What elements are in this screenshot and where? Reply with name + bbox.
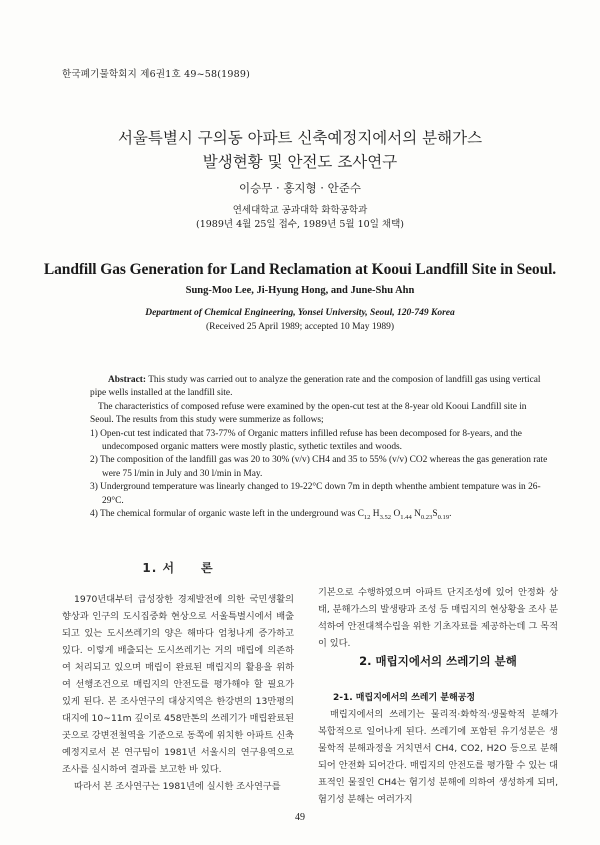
english-affiliation-dates: (Received 25 April 1989; accepted 10 May 1989) xyxy=(205,322,395,332)
korean-authors: 이승무 · 홍지형 · 안준수 xyxy=(239,181,361,195)
english-affiliation xyxy=(0,306,600,334)
section-1-paragraph-2: 따라서 본 조사연구는 1981년에 실시한 조사연구를 xyxy=(74,781,281,792)
korean-title-line-1: 서울특별시 구의동 아파트 신축예정지에서의 분해가스 xyxy=(117,129,483,147)
abstract-item-4-text: 4) The chemical formular of organic waste left in the underground was C xyxy=(90,509,364,520)
formula-o: O xyxy=(393,509,401,520)
korean-affiliation-dates: (1989년 4월 25일 접수, 1989년 5월 10일 채택) xyxy=(196,219,404,230)
right-column xyxy=(318,584,558,652)
korean-affiliation-org: 연세대학교 공과대학 화학공학과 xyxy=(232,205,368,216)
abstract-p1-text: This study was carried out to analyze the generation rate and the composion of landfill gas using vertical pipe wells installed at the landfill site. xyxy=(90,375,541,399)
formula-s-sub: 0.19 xyxy=(437,513,450,521)
english-authors: Sung-Moo Lee, Ji-Hyung Hong, and June-Shu Ahn xyxy=(185,285,415,296)
formula-h: H xyxy=(372,509,380,520)
abstract-label: Abstract: xyxy=(108,375,147,385)
korean-affiliation xyxy=(0,204,600,232)
section-2-heading: 2. 매립지에서의 쓰레기의 분해 xyxy=(359,654,517,668)
korean-title-line-2: 발생현황 및 안전도 조사연구 xyxy=(202,153,398,171)
english-affiliation-dept: Department of Chemical Engineering, Yonsei University, Seoul, 120-749 Korea xyxy=(145,308,455,318)
abstract-item-4 xyxy=(90,508,552,524)
english-title: Landfill Gas Generation for Land Reclamation at Kooui Landfill Site in Seoul. xyxy=(43,261,557,278)
formula-n-sub: 0.23 xyxy=(420,513,433,521)
subsection-2-1-paragraph: 매립지에서의 쓰레기는 물리적·화학적·생물학적 분해가 복합적으로 일어나게 된다. 쓰레기에 포함된 유기성분은 생물학적 분해과정을 거치면서 CH4, CO2, H2O 등으로 분해되어 안전화 되어간다. 매립지의 안전도를 평가할 수 있는 대표적인 물질인 CH4는 혐기성 분해에 의하여 생성하게 되며, 혐기성 분해는 여러가지 xyxy=(318,709,558,805)
formula-h-sub: 3.52 xyxy=(379,513,392,521)
formula-end: . xyxy=(449,509,452,520)
formula-c-sub: 12 xyxy=(363,513,371,521)
abstract-item-1: 1) Open-cut test indicated that 73-77% of Organic matters infilled refuse has been decomposed for 8-years, and the undecomposed organic matters were mostly plastic, sythetic textiles and woods. xyxy=(90,428,522,453)
left-column xyxy=(62,560,294,795)
abstract-paragraph-2: The characteristics of composed refuse were examined by the open-cut test at the 8-year old Kooui Landfill site in Seoul. The results from this study were summerize as follows; xyxy=(90,401,527,426)
abstract xyxy=(90,374,552,524)
journal-reference: 한국폐기물학회지 제6권1호 49~58(1989) xyxy=(62,69,251,80)
formula-n: N xyxy=(414,509,421,520)
page-number: 49 xyxy=(295,812,305,823)
subsection-2-1-heading: 2-1. 매립지에서의 쓰레기 분해공정 xyxy=(333,693,476,703)
formula-o-sub: 1.44 xyxy=(400,513,412,521)
right-column-lower xyxy=(318,706,558,808)
abstract-item-3: 3) Underground temperature was linearly changed to 19-22°C down 7m in depth whenthe ambient tempature was in 26-29°C. xyxy=(90,482,541,506)
section-1-paragraph-1: 1970년대부터 급성장한 경제발전에 의한 국민생활의 향상과 인구의 도시집중화 현상으로 서울특별시에서 배출되고 있는 도시쓰레기의 양은 해마다 엄청나게 증가하고 있다. 이렇게 배출되는 도시쓰레기는 거의 매립에 의존하여 처리되고 있으며 매립이 완료된 매립지의 활용을 위하여 선행조건으로 매립지의 안전도를 평가해야 할 필요가 있게 된다. 본 조사연구의 대상지역은 한강변의 13만평의 대지에 10~11m 깊이로 458만톤의 쓰레기가 매립완료된 곳으로 강변전철역을 기준으로 동쪽에 위치한 아파트 신축예정지로서 본 연구팀이 1981년 서울시의 연구용역으로 조사를 실시하여 결과를 보고한 바 있다. xyxy=(62,594,294,775)
formula-s: S xyxy=(432,509,438,520)
right-column-paragraph-1: 기본으로 수행하였으며 아파트 단지조성에 있어 안정화 상태, 분해가스의 발생량과 조성 등 매립지의 현상황을 조사 분석하여 안전대책수립을 위한 기초자료를 제공하는데 그 목적이 있다. xyxy=(318,587,558,649)
abstract-paragraph-1 xyxy=(90,374,552,401)
abstract-item-2: 2) The composition of the landfill gas was 20 to 30% (v/v) CH4 and 35 to 55% (v/v) CO2 whereas the gas generation rate were 75 l/min in July and 30 l/min in May. xyxy=(90,455,548,479)
section-1-heading: 1. 서 론 xyxy=(142,561,214,575)
korean-title xyxy=(0,126,600,174)
